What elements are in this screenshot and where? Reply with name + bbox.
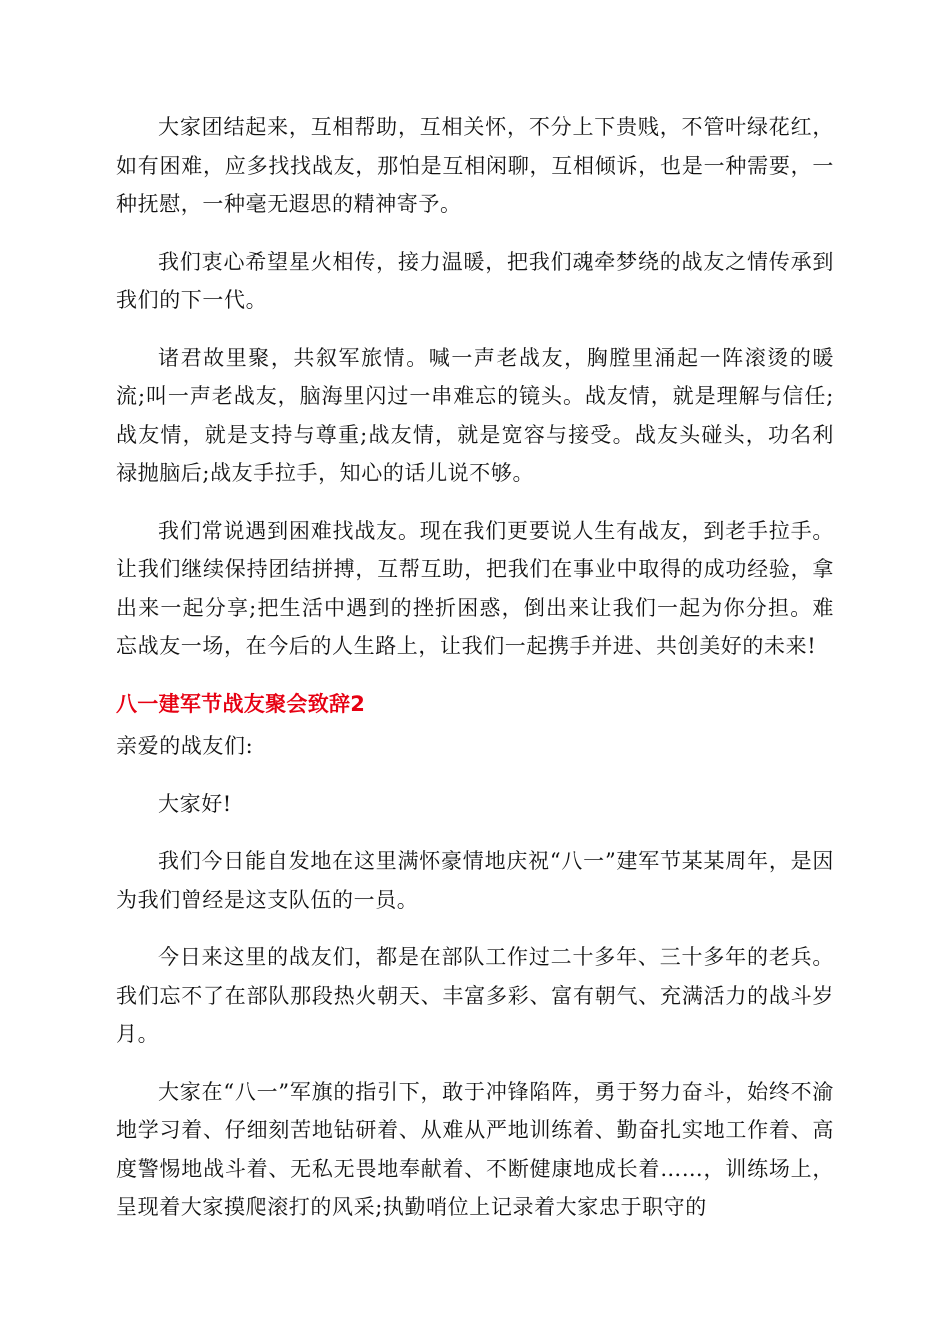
document-body [116,108,834,1246]
greeting-paragraph: 大家好! [158,791,232,816]
section-heading: 八一建军节战友聚会致辞2 [116,691,366,716]
body-paragraph: 诸君故里聚，共叙军旅情。喊一声老战友，胸膛里涌起一阵滚烫的暖流;叫一声老战友，脑海里闪过一串难忘的镜头。战友情，就是理解与信任;战友情，就是支持与尊重;战友情，就是宽容与接受。战友头碰头，功名利禄抛脑后;战友手拉手，知心的话儿说不够。 [116,345,834,485]
body-paragraph: 今日来这里的战友们，都是在部队工作过二十多年、三十多年的老兵。我们忘不了在部队那段热火朝天、丰富多彩、富有朝气、充满活力的战斗岁月。 [116,945,834,1046]
body-paragraph: 我们衷心希望星火相传，接力温暖，把我们魂牵梦绕的战友之情传承到我们的下一代。 [116,249,834,312]
salutation: 亲爱的战友们: [116,734,254,758]
body-paragraph: 大家在“八一”军旗的指引下，敢于冲锋陷阵，勇于努力奋斗，始终不渝地学习着、仔细刻苦地钻研着、从难从严地训练着、勤奋扎实地工作着、高度警惕地战斗着、无私无畏地奉献着、不断健康地成长着……，训练场上，呈现着大家摸爬滚打的风采;执勤哨位上记录着大家忠于职守的 [116,1079,834,1219]
body-paragraph: 我们今日能自发地在这里满怀豪情地庆祝“八一”建军节某某周年，是因为我们曾经是这支队伍的一员。 [116,849,834,912]
body-paragraph: 大家团结起来，互相帮助，互相关怀，不分上下贵贱，不管叶绿花红，如有困难，应多找找战友，那怕是互相闲聊，互相倾诉，也是一种需要，一种抚慰，一种毫无遐思的精神寄予。 [116,115,834,216]
body-paragraph: 我们常说遇到困难找战友。现在我们更要说人生有战友，到老手拉手。让我们继续保持团结拼搏，互帮互助，把我们在事业中取得的成功经验，拿出来一起分享;把生活中遇到的挫折困惑，倒出来让我们一起为你分担。难忘战友一场，在今后的人生路上，让我们一起携手并进、共创美好的未来! [116,518,834,658]
